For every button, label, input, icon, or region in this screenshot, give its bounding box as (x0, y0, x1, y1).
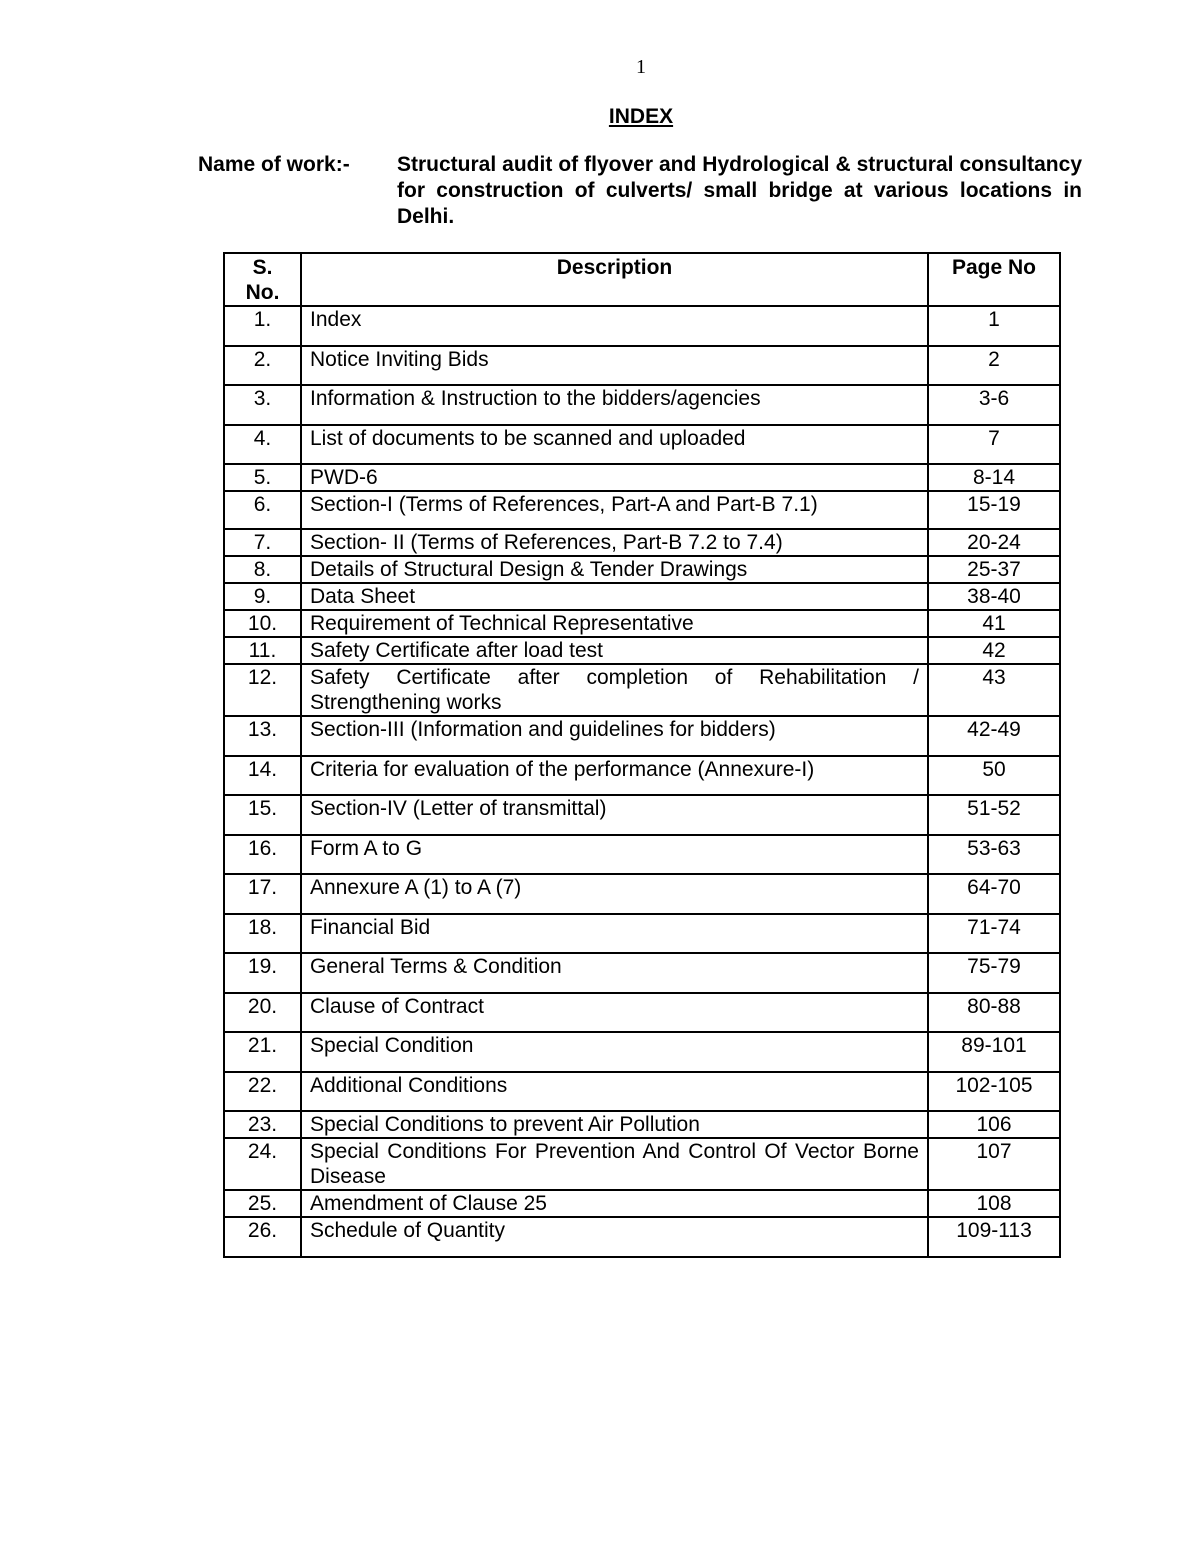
table-header-row (224, 253, 1060, 306)
table-row (224, 610, 1060, 637)
row-page: 107 (928, 1138, 1060, 1190)
row-page: 53-63 (928, 835, 1060, 875)
row-sno: 13. (224, 716, 301, 756)
table-row (224, 1217, 1060, 1257)
row-page: 64-70 (928, 874, 1060, 914)
row-description: Safety Certificate after completion of Rehabilitation / Strengthening works (301, 664, 928, 716)
table-row (224, 874, 1060, 914)
table-row (224, 583, 1060, 610)
table-row (224, 425, 1060, 465)
row-sno: 15. (224, 795, 301, 835)
row-page: 89-101 (928, 1032, 1060, 1072)
row-description: Section- II (Terms of References, Part-B 7.2 to 7.4) (301, 529, 928, 556)
row-page: 1 (928, 306, 1060, 346)
row-description: Schedule of Quantity (301, 1217, 928, 1257)
table-row (224, 346, 1060, 386)
row-sno: 20. (224, 993, 301, 1033)
row-description: PWD-6 (301, 464, 928, 491)
row-description: Section-IV (Letter of transmittal) (301, 795, 928, 835)
row-page: 8-14 (928, 464, 1060, 491)
row-page: 3-6 (928, 385, 1060, 425)
table-row (224, 1072, 1060, 1112)
name-of-work-text: Structural audit of flyover and Hydrological & structural consultancy for construction of culverts/ small bridge at various locations in Delhi. (397, 153, 1082, 228)
row-description: Financial Bid (301, 914, 928, 954)
row-sno: 24. (224, 1138, 301, 1190)
table-row (224, 835, 1060, 875)
row-description: Clause of Contract (301, 993, 928, 1033)
row-description: Criteria for evaluation of the performance (Annexure-I) (301, 756, 928, 796)
row-sno: 1. (224, 306, 301, 346)
row-page: 71-74 (928, 914, 1060, 954)
row-sno: 7. (224, 529, 301, 556)
header-sno: S. No. (224, 253, 301, 306)
row-sno: 8. (224, 556, 301, 583)
table-row (224, 756, 1060, 796)
row-sno: 22. (224, 1072, 301, 1112)
table-row (224, 953, 1060, 993)
table-row (224, 664, 1060, 716)
name-of-work-label: Name of work:- (198, 153, 350, 176)
table-row (224, 464, 1060, 491)
table-row (224, 914, 1060, 954)
row-description: Safety Certificate after load test (301, 637, 928, 664)
row-description: Special Condition (301, 1032, 928, 1072)
table-row (224, 716, 1060, 756)
row-description: Details of Structural Design & Tender Drawings (301, 556, 928, 583)
row-sno: 17. (224, 874, 301, 914)
row-page: 43 (928, 664, 1060, 716)
row-page: 38-40 (928, 583, 1060, 610)
row-sno: 4. (224, 425, 301, 465)
row-page: 20-24 (928, 529, 1060, 556)
row-description: Section-I (Terms of References, Part-A and Part-B 7.1) (301, 491, 928, 529)
row-sno: 6. (224, 491, 301, 529)
page-number: 1 (636, 56, 646, 78)
table-row (224, 1190, 1060, 1217)
row-page: 41 (928, 610, 1060, 637)
index-table (223, 252, 1061, 1258)
row-sno: 2. (224, 346, 301, 386)
row-page: 108 (928, 1190, 1060, 1217)
row-sno: 11. (224, 637, 301, 664)
row-description: Annexure A (1) to A (7) (301, 874, 928, 914)
row-page: 80-88 (928, 993, 1060, 1033)
row-page: 42-49 (928, 716, 1060, 756)
row-page: 51-52 (928, 795, 1060, 835)
table-row (224, 306, 1060, 346)
table-row (224, 1138, 1060, 1190)
row-description: Form A to G (301, 835, 928, 875)
row-description: Information & Instruction to the bidders/agencies (301, 385, 928, 425)
row-sno: 23. (224, 1111, 301, 1138)
row-description: Special Conditions to prevent Air Pollution (301, 1111, 928, 1138)
row-sno: 3. (224, 385, 301, 425)
row-description: General Terms & Condition (301, 953, 928, 993)
row-description: Section-III (Information and guidelines for bidders) (301, 716, 928, 756)
table-row (224, 385, 1060, 425)
table-row (224, 529, 1060, 556)
row-page: 102-105 (928, 1072, 1060, 1112)
row-sno: 5. (224, 464, 301, 491)
row-sno: 26. (224, 1217, 301, 1257)
row-page: 109-113 (928, 1217, 1060, 1257)
header-page-no: Page No (928, 253, 1060, 306)
row-page: 7 (928, 425, 1060, 465)
row-page: 106 (928, 1111, 1060, 1138)
row-page: 2 (928, 346, 1060, 386)
row-page: 15-19 (928, 491, 1060, 529)
table-row (224, 556, 1060, 583)
table-row (224, 993, 1060, 1033)
row-sno: 9. (224, 583, 301, 610)
row-sno: 21. (224, 1032, 301, 1072)
row-description: Data Sheet (301, 583, 928, 610)
row-description: Additional Conditions (301, 1072, 928, 1112)
row-description: List of documents to be scanned and uploaded (301, 425, 928, 465)
table-row (224, 1032, 1060, 1072)
row-sno: 12. (224, 664, 301, 716)
row-page: 50 (928, 756, 1060, 796)
page-title: INDEX (608, 105, 674, 128)
row-sno: 18. (224, 914, 301, 954)
row-page: 75-79 (928, 953, 1060, 993)
table-row (224, 1111, 1060, 1138)
row-sno: 25. (224, 1190, 301, 1217)
row-sno: 14. (224, 756, 301, 796)
row-description: Index (301, 306, 928, 346)
table-row (224, 637, 1060, 664)
header-description: Description (301, 253, 928, 306)
row-description: Amendment of Clause 25 (301, 1190, 928, 1217)
row-page: 25-37 (928, 556, 1060, 583)
row-description: Requirement of Technical Representative (301, 610, 928, 637)
row-sno: 10. (224, 610, 301, 637)
table-row (224, 491, 1060, 529)
row-sno: 16. (224, 835, 301, 875)
row-description: Notice Inviting Bids (301, 346, 928, 386)
row-page: 42 (928, 637, 1060, 664)
row-sno: 19. (224, 953, 301, 993)
row-description: Special Conditions For Prevention And Control Of Vector Borne Disease (301, 1138, 928, 1190)
table-row (224, 795, 1060, 835)
